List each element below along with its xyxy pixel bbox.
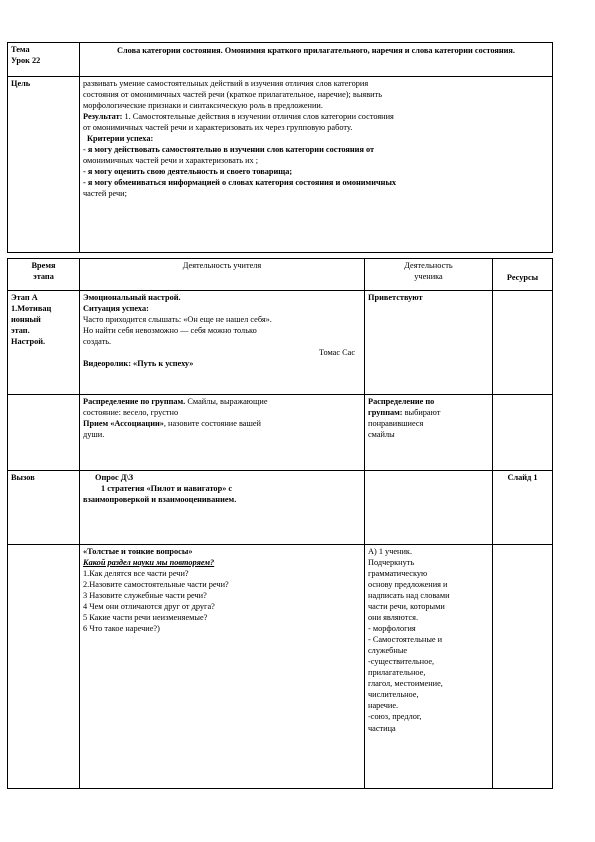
stage-a-student: Приветствуют: [365, 291, 493, 395]
answer-line: они являются.: [368, 613, 419, 623]
questions-resources: [493, 545, 553, 789]
questions-teacher: [80, 545, 365, 789]
answer-line: А) 1 ученик.: [368, 547, 413, 556]
call-stage: Вызов: [8, 471, 80, 545]
question-item: 3 Назовите служебные части речи?: [83, 591, 207, 601]
answer-line: наречие.: [368, 701, 399, 711]
questions-title: «Толстые и тонкие вопросы»: [83, 547, 193, 556]
answer-line: части речи, которыми: [368, 602, 445, 612]
criterion-3-cont: частей речи;: [83, 189, 127, 199]
video-title: Видеоролик: «Путь к успеху»: [83, 359, 194, 369]
questions-row: [8, 545, 553, 789]
stage-a-resources: [493, 291, 553, 395]
answer-line: Подчеркнуть: [368, 558, 415, 568]
answer-line: глагол, местоимение,: [368, 679, 443, 689]
quote-author: Томас Сас: [319, 348, 355, 358]
call-student: [365, 471, 493, 545]
col-student-header: Деятельность ученика: [365, 259, 493, 291]
call-title: Опрос Д\З: [95, 473, 134, 482]
result-line-2: от омонимичных частей речи и характеризовать их через групповую работу.: [83, 123, 353, 133]
stage-a-row: [8, 291, 553, 395]
criterion-2: - я могу оценить свою деятельность и своего товарища;: [83, 167, 293, 177]
goal-line: состояния от омонимичных частей речи (краткое прилагательное, наречие); выявить: [83, 90, 382, 100]
answer-line: частица: [368, 723, 396, 733]
quote-line: создать.: [83, 337, 112, 347]
col-resources-header: Ресурсы: [493, 259, 553, 291]
questions-subtitle: Какой раздел науки мы повторяем?: [83, 558, 215, 568]
lesson-header-table: [7, 42, 553, 253]
lesson-label: Урок 22: [11, 56, 41, 66]
groups-row: [8, 395, 553, 471]
groups-student: Распределение по группам: выбирают понравившиеся смайлы: [365, 395, 493, 471]
topic-label: Тема: [11, 45, 30, 54]
success-title: Ситуация успеха:: [83, 304, 149, 314]
groups-resources: [493, 395, 553, 471]
criterion-1: - я могу действовать самостоятельно в изучении слов категории состояния от: [83, 145, 375, 155]
answer-line: грамматическую: [368, 569, 428, 579]
mood-title: Эмоциональный настрой.: [83, 293, 181, 302]
col-teacher-header: Деятельность учителя: [80, 259, 365, 291]
activity-table: [7, 258, 553, 789]
goal-cell: [80, 77, 553, 253]
call-teacher: [80, 471, 365, 545]
question-item: 5 Какие части речи неизменяемые?: [83, 613, 208, 623]
question-item: 4 Чем они отличаются друг от друга?: [83, 602, 215, 612]
goal-line: морфологические признаки и синтаксическую роль в предложении.: [83, 101, 323, 111]
answer-line: -союз, предлог,: [368, 712, 422, 722]
groups-teacher: Распределение по группам. Смайлы, выражающие состояние: весело, грустно Прием «Ассоциации», назовите состояние вашей души.: [80, 395, 365, 471]
result-text: 1. Самостоятельные действия в изучении отличия слов категории состояния: [122, 112, 394, 122]
answer-line: - Самостоятельные и: [368, 635, 443, 645]
answer-line: надписать над словами: [368, 591, 450, 601]
criteria-label: Критерии успеха:: [87, 134, 154, 144]
groups-stage: [8, 395, 80, 471]
strategy-line: взаимопроверкой и взаимооцениванием.: [83, 495, 237, 505]
result-label: Результат:: [83, 112, 123, 122]
strategy-line: 1 стратегия «Пилот и навигатор» с: [101, 484, 233, 494]
questions-student: [365, 545, 493, 789]
topic-text: Слова категории состояния. Омонимия краткого прилагательного, наречия и слова категории состояния.: [80, 43, 553, 77]
column-header-row: [8, 259, 553, 291]
criterion-1-cont: омонимичных частей речи и характеризовать их ;: [83, 156, 259, 166]
question-item: 2.Назовите самостоятельные части речи?: [83, 580, 229, 590]
answer-line: служебные: [368, 646, 408, 656]
col-stage-header: Время этапа: [8, 259, 80, 291]
answer-line: - морфология: [368, 624, 416, 634]
answer-line: основу предложения и: [368, 580, 448, 590]
question-item: 6 Что такое наречие?): [83, 624, 160, 634]
quote-line: Но найти себя невозможно — себя можно только: [83, 326, 257, 336]
topic-label-cell: [8, 43, 80, 77]
goal-line: развивать умение самостоятельных действий в изучения отличия слов категория: [83, 79, 369, 88]
quote-line: Часто приходится слышать: «Он еще не нашел себя».: [83, 315, 272, 325]
answer-line: -существительное,: [368, 657, 435, 667]
call-resource: Слайд 1: [493, 471, 553, 545]
question-item: 1.Как делятся все части речи?: [83, 569, 189, 579]
stage-a-cell: Этап А 1.Мотивац ионный этап. Настрой.: [8, 291, 80, 395]
questions-stage: [8, 545, 80, 789]
answer-line: числительное,: [368, 690, 419, 700]
stage-a-teacher: [80, 291, 365, 395]
goal-label: Цель: [8, 77, 80, 253]
result-line-1: [83, 111, 549, 122]
call-row: [8, 471, 553, 545]
criterion-3: - я могу обмениваться информацией о словах категория состояния и омонимичных: [83, 178, 397, 188]
answer-line: прилагательное,: [368, 668, 426, 678]
